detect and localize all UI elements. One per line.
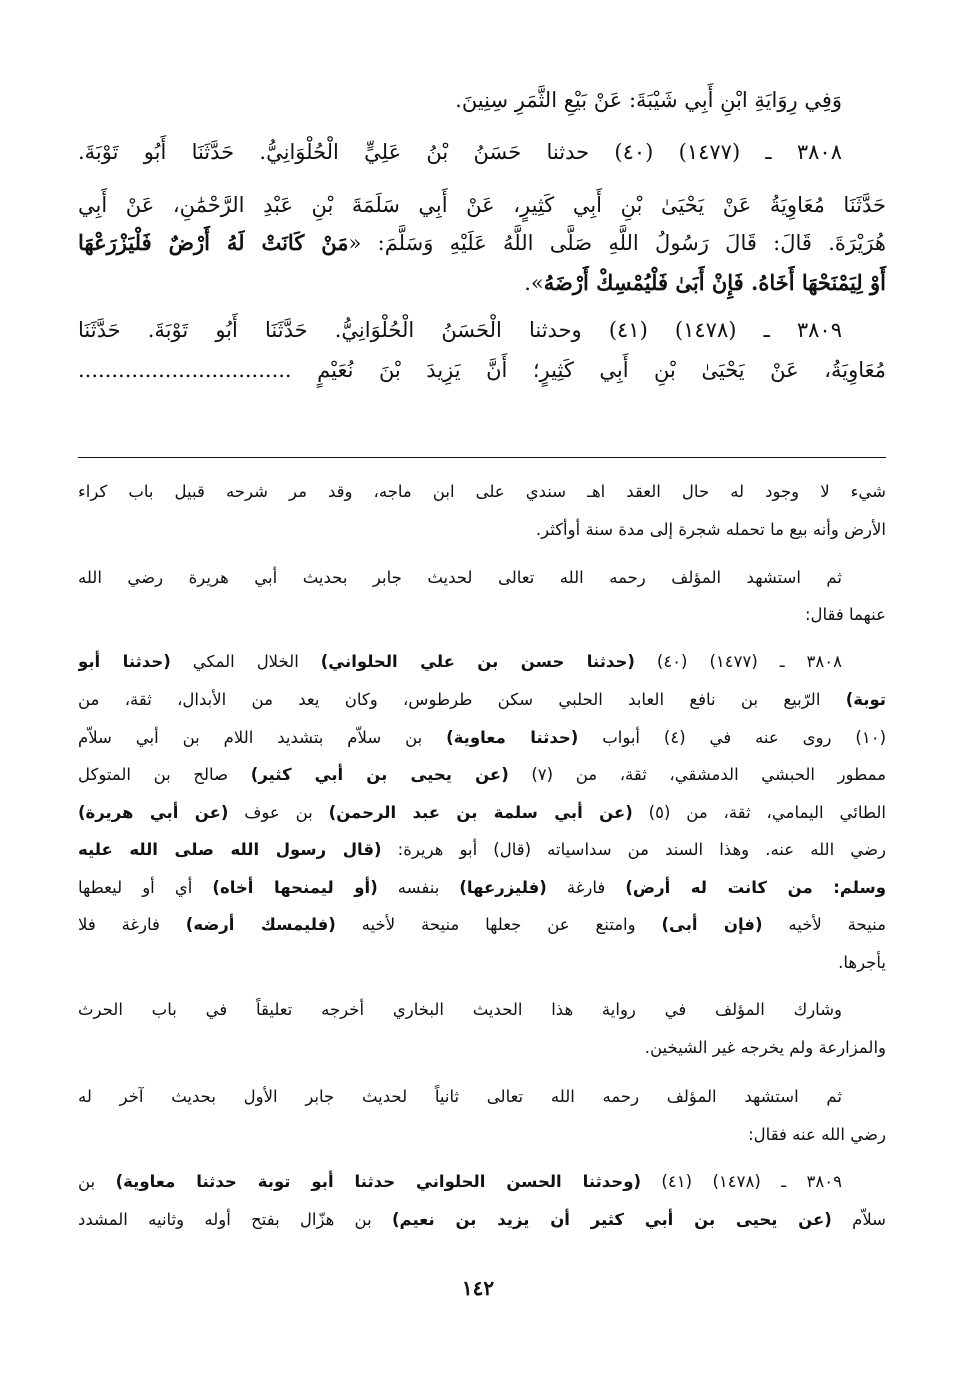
commentary-line [78,995,886,1025]
text-segment: بن [78,1172,116,1191]
bold-text-segment: (حدثنا حسن بن علي الحلواني) [320,652,635,671]
bold-text-segment: (قال رسول الله صلى الله عليه [78,840,382,859]
text-segment: وشارك المؤلف في رواية هذا الحديث البخاري أخرجه تعليقاً في باب الحرث [78,1000,842,1019]
text-segment: ». [524,271,544,295]
text-segment: ثم استشهد المؤلف رحمه الله تعالى ثانياً لحديث جابر الأول بحديث آخر له [78,1087,842,1106]
commentary-line [78,515,886,545]
page-number: ١٤٢ [461,1276,495,1300]
commentary-line [78,798,886,828]
text-segment: وَفِي رِوَايَةِ ابْنِ أَبِي شَيْبَةَ: عَنْ بَيْعِ الثَّمَرِ سِنِينَ. [455,88,842,112]
bold-text-segment: (عن يحيى بن أبي كثير أن يزيد بن نعيم) [391,1210,832,1229]
text-segment: وامتنع عن جعلها منيحة لأخيه [335,915,662,934]
bold-text-segment: (فإن أبى) [661,915,763,934]
main_text-line [78,82,886,118]
text-segment: بن عوف [228,803,329,822]
text-segment: الرّبيع بن نافع العابد الحلبي سكن طرطوس، وكان يعد من الأبدال، ثقة، من [78,690,846,709]
bold-text-segment: توبة) [845,690,886,709]
text-segment: فارغة [546,878,626,897]
text-segment: بنفسه [377,878,460,897]
main_text-line [78,265,886,301]
text-segment: الخلال المكي [170,652,321,671]
text-segment: مُعَاوِيَةُ، عَنْ يَحْيَىٰ بْنِ أَبِي كَثِيرٍ؛ أَنَّ يَزِيدَ بْنَ نُعَيْمٍ ................................ [78,358,886,382]
commentary-line [78,1082,886,1112]
commentary-line [78,600,886,630]
text-segment: والمزارعة ولم يخرجه غير الشيخين. [644,1038,886,1057]
main_text-line [78,352,886,388]
main_text-line [78,225,886,261]
bold-text-segment: وسلم: من كانت له أرض) [625,878,886,897]
text-segment: رضي الله عنه. وهذا السند من سداسياته (قال) أبو هريرة: [381,840,886,859]
text-segment: منيحة لأخيه [762,915,886,934]
footnote-divider [78,457,886,458]
commentary-line [78,477,886,507]
text-segment: عنهما فقال: [804,605,886,624]
bold-text-segment: أَوْ لِيَمْنَحْهَا أَخَاهُ. فَإِنْ أَبَىٰ فَلْيُمْسِكْ أَرْضَهُ [543,270,886,295]
text-segment: حَدَّثَنَا مُعَاوِيَةُ عَنْ يَحْيَىٰ بْنِ أَبِي كَثِيرٍ، عَنْ أَبِي سَلَمَةَ بْنِ عَبْدِ الرَّحْمَٰنِ، عَنْ أَبِي [78,193,886,217]
commentary-line [78,723,886,753]
bold-text-segment: (أو ليمنحها أخاه) [212,878,378,897]
text-segment: صالح بن المتوكل [78,765,251,784]
text-segment: ٣٨٠٩ ـ (١٤٧٨) (٤١) وحدثنا الْحَسَنُ الْحُلْوَانِيُّ. حَدَّثَنَا أَبُو تَوْبَةَ. حَدَّثَنَا [78,318,842,342]
main_text-line [78,134,886,170]
text-segment: بن سلاّم بتشديد اللام بن أبي سلاّم [78,728,447,747]
bold-text-segment: (حدثنا معاوية) [446,728,579,747]
bold-text-segment: (عن أبي سلمة بن عبد الرحمن) [328,803,633,822]
commentary-line [78,873,886,903]
text-segment: ٣٨٠٨ ـ (١٤٧٧) (٤٠) حدثنا حَسَنُ بْنُ عَلِيٍّ الْحُلْوَانِيُّ. حَدَّثَنَا أَبُو تَوْبَةَ. [78,140,842,164]
commentary-line [78,835,886,865]
bold-text-segment: (عن يحيى بن أبي كثير) [250,765,509,784]
commentary-line [78,685,886,715]
commentary-line [78,910,886,940]
text-segment: فارغة فلا [78,915,186,934]
text-segment: الأرض وأنه بيع ما تحمله شجرة إلى مدة سنة أوأكثر. [535,520,886,539]
bold-text-segment: (عن أبي هريرة) [78,803,229,822]
text-segment: أي أو ليعطها [78,878,213,897]
bold-text-segment: (فليمسك أرضه) [185,915,336,934]
bold-text-segment: (وحدثنا الحسن الحلواني حدثنا أبو توبة حدثنا معاوية) [115,1172,641,1191]
commentary-line [78,1033,886,1063]
text-segment: ٣٨٠٩ ـ (١٤٧٨) (٤١) [641,1172,842,1191]
text-segment: ممطور الحبشي الدمشقي، ثقة، من (٧) [508,765,886,784]
commentary-line [78,1205,886,1235]
text-segment: يأجرها. [838,953,886,972]
main_text-line [78,312,886,348]
text-segment: شيء لا وجود له حال العقد اهـ سندي على ابن ماجه، وقد مر شرحه قبيل باب كراء [78,482,886,501]
main_text-line [78,187,886,223]
commentary-line [78,760,886,790]
commentary-line [78,1167,886,1197]
text-segment: ثم استشهد المؤلف رحمه الله تعالى لحديث جابر بحديث أبي هريرة رضي الله [78,568,842,587]
bold-text-segment: (حدثنا أبو [78,652,171,671]
text-segment: سلاّم [831,1210,886,1229]
text-segment: بن هزّال بفتح أوله وثانيه المشدد [78,1210,392,1229]
text-segment: رضي الله عنه فقال: [748,1125,886,1144]
commentary-line [78,1120,886,1150]
bold-text-segment: مَنْ كَانَتْ لَهُ أَرْضٌ فَلْيَزْرَعْهَا [78,230,349,255]
text-segment: هُرَيْرَةَ. قَالَ: قَالَ رَسُولُ اللَّهِ صَلَّى اللَّهُ عَلَيْهِ وَسَلَّمَ: « [348,231,886,255]
commentary-line [78,948,886,978]
text-segment: ٣٨٠٨ ـ (١٤٧٧) (٤٠) [634,652,842,671]
bold-text-segment: (فليزرعها) [459,878,547,897]
commentary-line [78,647,886,677]
text-segment: (١٠) روى عنه في (٤) أبواب [578,728,886,747]
commentary-line [78,563,886,593]
text-segment: الطائي اليمامي، ثقة، من (٥) [632,803,886,822]
